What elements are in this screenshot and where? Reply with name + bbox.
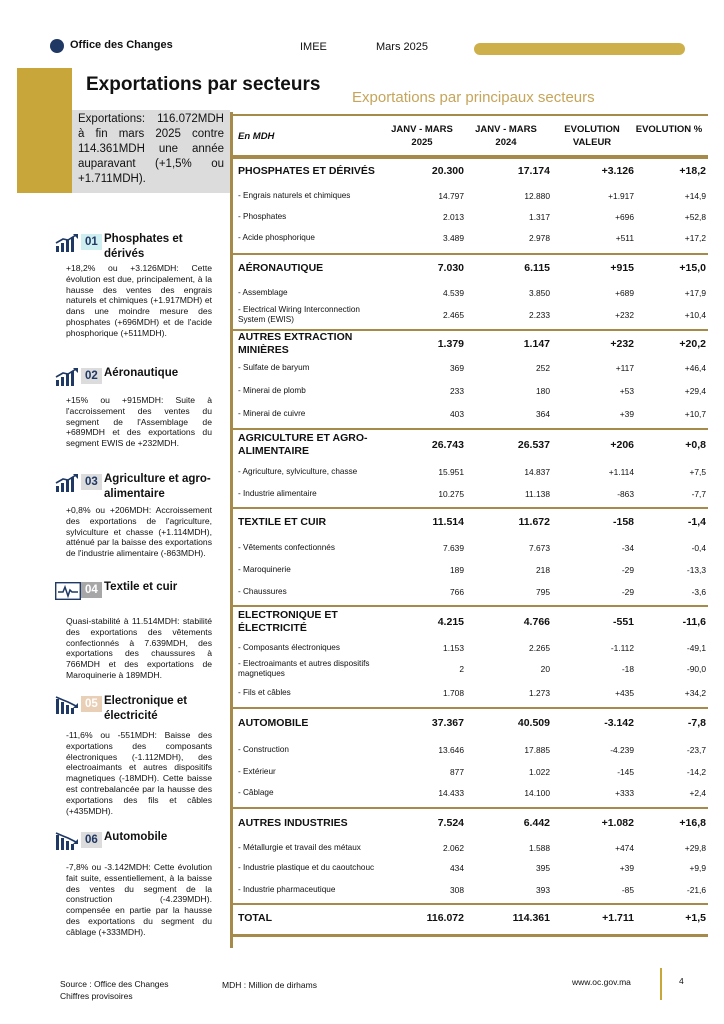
subcategory-label: - Industrie alimentaire [238, 488, 317, 498]
table-cell-v2: 11.672 [518, 516, 550, 528]
table-cell-v3: +1.711 [602, 912, 634, 924]
footer-divider [660, 968, 662, 1000]
table-cell-v3: -29 [621, 587, 634, 597]
category-label: AUTOMOBILE [238, 716, 309, 729]
section-title: Textile et cuir [104, 581, 178, 593]
table-cell-v1: 369 [450, 363, 464, 373]
table-cell-v4: +18,2 [679, 165, 706, 177]
section-title: Phosphates et dérivés [104, 233, 183, 260]
category-label: AUTRES INDUSTRIES [238, 816, 348, 829]
section-title: Automobile [104, 831, 168, 843]
subcategory-label: - Composants électroniques [238, 642, 340, 652]
table-cell-v1: 2.465 [443, 310, 464, 320]
chart-down-icon [55, 832, 79, 850]
section-number: 02 [81, 368, 102, 384]
table-cell-v4: +46,4 [684, 363, 706, 373]
table-cell-v1: 14.433 [438, 788, 464, 798]
table-cell-v1: 4.539 [443, 288, 464, 298]
subcategory-label: - Câblage [238, 787, 274, 797]
table-cell-v3: -863 [617, 489, 634, 499]
table-cell-v3: +232 [610, 338, 634, 350]
footer-source: Source : Office des Changes [60, 979, 169, 989]
section-number: 04 [81, 582, 102, 598]
table-cell-v3: +232 [615, 310, 634, 320]
table-cell-v4: +10,7 [684, 409, 706, 419]
table-cell-v1: 116.072 [426, 912, 464, 924]
subcategory-label: - Phosphates [238, 211, 287, 221]
table-cell-v3: -85 [621, 885, 634, 895]
table-cell-v1: 766 [450, 587, 464, 597]
subcategory-label: - Industrie pharmaceutique [238, 884, 336, 894]
table-cell-v1: 20.300 [431, 165, 464, 177]
subcategory-label: - Métallurgie et travail des métaux [238, 842, 361, 852]
table-cell-v2: 252 [536, 363, 550, 373]
table-cell-v3: -145 [617, 767, 634, 777]
table-cell-v2: 114.361 [512, 912, 550, 924]
table-cell-v2: 11.138 [525, 489, 550, 499]
table-cell-v1: 2 [459, 664, 464, 674]
table-cell-v4: -3,6 [691, 587, 706, 597]
table-cell-v1: 1.708 [443, 688, 464, 698]
table-cell-v4: +14,9 [684, 191, 706, 201]
page-title: Exportations par secteurs [86, 74, 321, 95]
category-label: AUTRES EXTRACTION MINIÈRES [238, 331, 353, 356]
section-title: Agriculture et agro-alimentaire [104, 473, 211, 500]
section-description: +0,8% ou +206MDH: Accroissement des exportations de l'agriculture, sylviculture et chasse (+1.114MDH), atténué par la baisse des exportations de l'industrie alimentaire (-863MDH). [66, 505, 212, 559]
header-doc: IMEE [300, 41, 327, 53]
table-cell-v1: 1.379 [437, 338, 464, 350]
table-cell-v3: +511 [615, 233, 634, 243]
table-cell-v1: 15.951 [438, 467, 464, 477]
subcategory-label: - Assemblage [238, 287, 288, 297]
table-cell-v4: +29,8 [684, 843, 706, 853]
table-cell-v1: 434 [450, 863, 464, 873]
section-description: Quasi-stabilité à 11.514MDH: stabilité des exportations des vêtements confectionnés à 7.639MDH, des exportations des chaussures à 766MDH et des exportations de Maroquinerie à 189MDH. [66, 616, 212, 680]
table-cell-v1: 11.514 [432, 516, 464, 528]
table-cell-v2: 26.537 [517, 439, 550, 451]
footer-unit: MDH : Million de dirhams [222, 980, 317, 990]
subcategory-label: - Construction [238, 744, 289, 754]
table-bottom-rule [232, 934, 708, 937]
footer-url[interactable]: www.oc.gov.ma [572, 977, 631, 987]
subcategory-label: - Vêtements confectionnés [238, 542, 335, 552]
table-cell-v4: +29,4 [684, 386, 706, 396]
table-cell-v2: 393 [536, 885, 550, 895]
table-cell-v4: +17,9 [684, 288, 706, 298]
table-cell-v4: -7,8 [687, 717, 706, 729]
table-cell-v4: +20,2 [679, 338, 706, 350]
table-cell-v4: -90,0 [686, 664, 706, 674]
table-cell-v4: -49,1 [686, 643, 706, 653]
table-cell-v2: 364 [536, 409, 550, 419]
table-cell-v1: 3.489 [443, 233, 464, 243]
category-label: ELECTRONIQUE ET ÉLECTRICITÉ [238, 609, 338, 634]
chart-up-icon [55, 474, 79, 492]
table-cell-v3: +39 [619, 409, 634, 419]
table-cell-v3: +915 [610, 262, 634, 274]
section-title: Aéronautique [104, 367, 179, 379]
table-cell-v2: 12.880 [524, 191, 550, 201]
table-cell-v2: 795 [536, 587, 550, 597]
table-cell-v3: -551 [612, 616, 634, 628]
table-cell-v4: +0,8 [685, 439, 706, 451]
table-cell-v3: -29 [621, 565, 634, 575]
table-cell-v2: 3.850 [529, 288, 550, 298]
page-number: 4 [679, 976, 684, 986]
table-cell-v2: 17.885 [524, 745, 550, 755]
table-cell-v4: +34,2 [684, 688, 706, 698]
category-label: PHOSPHATES ET DÉRIVÉS [238, 164, 375, 177]
table-cell-v3: -158 [612, 516, 634, 528]
col-header-2025: JANV - MARS 2025 [391, 124, 453, 148]
table-cell-v1: 26.743 [431, 439, 464, 451]
category-label: AÉRONAUTIQUE [238, 261, 324, 274]
table-cell-v3: +3.126 [601, 165, 634, 177]
page-subtitle: Exportations par principaux secteurs [352, 89, 595, 106]
table-cell-v2: 17.174 [517, 165, 550, 177]
section-title: Electronique et électricité [104, 695, 188, 722]
table-cell-v3: +53 [619, 386, 634, 396]
table-cell-v1: 189 [450, 565, 464, 575]
summary-text: Exportations: 116.072MDH à fin mars 2025 contre 114.361MDH une année auparavant (+1,5% ou +1.711MDH). [78, 113, 224, 185]
table-cell-v3: +117 [615, 363, 634, 373]
chart-up-icon [55, 368, 79, 386]
table-cell-v1: 4.215 [437, 616, 464, 628]
table-cell-v4: -7,7 [691, 489, 706, 499]
table-cell-v3: -4.239 [610, 745, 634, 755]
subcategory-label: - Electrical Wiring Interconnection System (EWIS) [238, 304, 360, 324]
table-cell-v2: 14.100 [524, 788, 550, 798]
table-cell-v3: +39 [619, 863, 634, 873]
table-cell-v2: 1.588 [529, 843, 550, 853]
table-cell-v1: 877 [450, 767, 464, 777]
table-cell-v3: -18 [621, 664, 634, 674]
table-cell-v2: 1.317 [529, 212, 550, 222]
section-description: +18,2% ou +3.126MDH: Cette évolution est due, principalement, à la hausse des ventes des engrais naturels et chimiques (+1.917MDH) et dans une moindre mesure des phosphates (+696MDH) et de l'acide phosphorique (+511MDH). [66, 263, 212, 338]
footer-note: Chiffres provisoires [60, 991, 133, 1001]
category-label: AGRICULTURE ET AGRO-ALIMENTAIRE [238, 432, 368, 457]
table-top-rule [232, 114, 708, 116]
col-header-label: En MDH [238, 131, 275, 142]
table-cell-v4: +9,9 [689, 863, 706, 873]
table-cell-v2: 7.673 [529, 543, 550, 553]
section-description: -11,6% ou -551MDH: Baisse des exportations des composants électroniques (-1.112MDH), des electroaimants et autres dispositifs magnetiques (-18MDH). Cette baisse est contrebalancée par la hausse des exportations des fils et câbles (+435MDH). [66, 730, 212, 816]
section-number: 01 [81, 234, 102, 250]
table-cell-v1: 1.153 [443, 643, 464, 653]
table-cell-v1: 403 [450, 409, 464, 419]
table-cell-v4: -1,4 [687, 516, 706, 528]
table-cell-v3: +1.114 [608, 467, 634, 477]
table-cell-v3: +689 [615, 288, 634, 298]
table-cell-v3: +1.082 [601, 817, 634, 829]
table-cell-v4: -11,6 [682, 616, 706, 628]
header-date: Mars 2025 [376, 41, 428, 53]
table-cell-v2: 180 [536, 386, 550, 396]
subcategory-label: - Extérieur [238, 766, 276, 776]
subcategory-label: - Minerai de cuivre [238, 408, 306, 418]
table-cell-v4: -21,6 [686, 885, 706, 895]
table-cell-v3: -3.142 [604, 717, 634, 729]
table-cell-v4: +7,5 [689, 467, 706, 477]
subcategory-label: - Sulfate de baryum [238, 362, 310, 372]
chart-up-icon [55, 234, 79, 252]
table-cell-v1: 13.646 [438, 745, 464, 755]
table-cell-v2: 6.442 [523, 817, 550, 829]
section-number: 03 [81, 474, 102, 490]
table-cell-v4: +16,8 [679, 817, 706, 829]
subcategory-label: - Maroquinerie [238, 564, 291, 574]
table-cell-v2: 2.265 [529, 643, 550, 653]
pulse-icon [55, 582, 79, 600]
section-description: +15% ou +915MDH: Suite à l'accroissement des ventes du segment de l'Assemblage de +689MDH et des exportations du segment EWIS de +232MDH. [66, 395, 212, 449]
subcategory-label: - Chaussures [238, 586, 287, 596]
table-cell-v4: +15,0 [679, 262, 706, 274]
table-cell-v2: 1.147 [523, 338, 550, 350]
table-cell-v2: 2.233 [529, 310, 550, 320]
table-cell-v2: 1.022 [529, 767, 550, 777]
table-cell-v4: -0,4 [691, 543, 706, 553]
table-cell-v2: 395 [536, 863, 550, 873]
table-cell-v2: 4.766 [523, 616, 550, 628]
subcategory-label: - Engrais naturels et chimiques [238, 190, 351, 200]
subcategory-label: - Industrie plastique et du caoutchouc [238, 862, 375, 872]
table-cell-v4: +1,5 [685, 912, 706, 924]
col-header-evolution-pct: EVOLUTION % [635, 124, 703, 135]
table-cell-v1: 308 [450, 885, 464, 895]
header-org: Office des Changes [70, 39, 173, 51]
table-cell-v3: +206 [610, 439, 634, 451]
table-cell-v2: 2.978 [529, 233, 550, 243]
table-cell-v2: 14.837 [524, 467, 550, 477]
header-accent-bar [474, 43, 685, 55]
table-cell-v4: +52,8 [684, 212, 706, 222]
col-header-evolution-value: EVOLUTION VALEUR [564, 124, 620, 148]
table-cell-v4: -14,2 [686, 767, 706, 777]
section-number: 05 [81, 696, 102, 712]
table-cell-v1: 10.275 [438, 489, 464, 499]
table-cell-v4: -23,7 [686, 745, 706, 755]
table-cell-v3: +333 [615, 788, 634, 798]
table-cell-v1: 233 [450, 386, 464, 396]
table-cell-v3: +435 [615, 688, 634, 698]
table-cell-v3: +1.917 [608, 191, 634, 201]
table-cell-v3: +474 [615, 843, 634, 853]
table-cell-v4: -13,3 [686, 565, 706, 575]
table-cell-v2: 6.115 [524, 262, 550, 274]
table-cell-v1: 2.062 [443, 843, 464, 853]
category-label: TOTAL [238, 911, 273, 924]
category-label: TEXTILE ET CUIR [238, 515, 327, 528]
table-cell-v4: +10,4 [684, 310, 706, 320]
table-cell-v3: +696 [615, 212, 634, 222]
logo-dot [50, 39, 64, 53]
table-cell-v3: -34 [621, 543, 634, 553]
table-cell-v4: +17,2 [684, 233, 706, 243]
table-cell-v1: 7.030 [437, 262, 464, 274]
subcategory-label: - Fils et câbles [238, 687, 291, 697]
subcategory-label: - Electroaimants et autres dispositifs magnetiques [238, 658, 370, 678]
table-cell-v4: +2,4 [689, 788, 706, 798]
table-cell-v2: 40.509 [517, 717, 550, 729]
table-cell-v1: 7.639 [443, 543, 464, 553]
subcategory-label: - Minerai de plomb [238, 385, 306, 395]
col-header-2024: JANV - MARS 2024 [475, 124, 537, 148]
subcategory-label: - Acide phosphorique [238, 232, 315, 242]
table-left-rule [230, 112, 233, 948]
table-cell-v3: -1.112 [610, 643, 634, 653]
table-cell-v2: 20 [540, 664, 550, 674]
table-cell-v1: 37.367 [431, 717, 464, 729]
table-cell-v2: 1.273 [529, 688, 550, 698]
table-cell-v2: 218 [536, 565, 550, 575]
table-cell-v1: 7.524 [437, 817, 464, 829]
chart-down-icon [55, 696, 79, 714]
section-number: 06 [81, 832, 102, 848]
gold-accent-block [17, 68, 72, 193]
table-cell-v1: 14.797 [438, 191, 464, 201]
section-description: -7,8% ou -3.142MDH: Cette évolution fait suite, essentiellement, à la baisse des ventes du segment de la construction (-4.239MDH). compensée en partie par la hausse des exportations du segment du câblage (+333MDH). [66, 862, 212, 937]
table-cell-v1: 2.013 [443, 212, 464, 222]
subcategory-label: - Agriculture, sylviculture, chasse [238, 466, 358, 476]
